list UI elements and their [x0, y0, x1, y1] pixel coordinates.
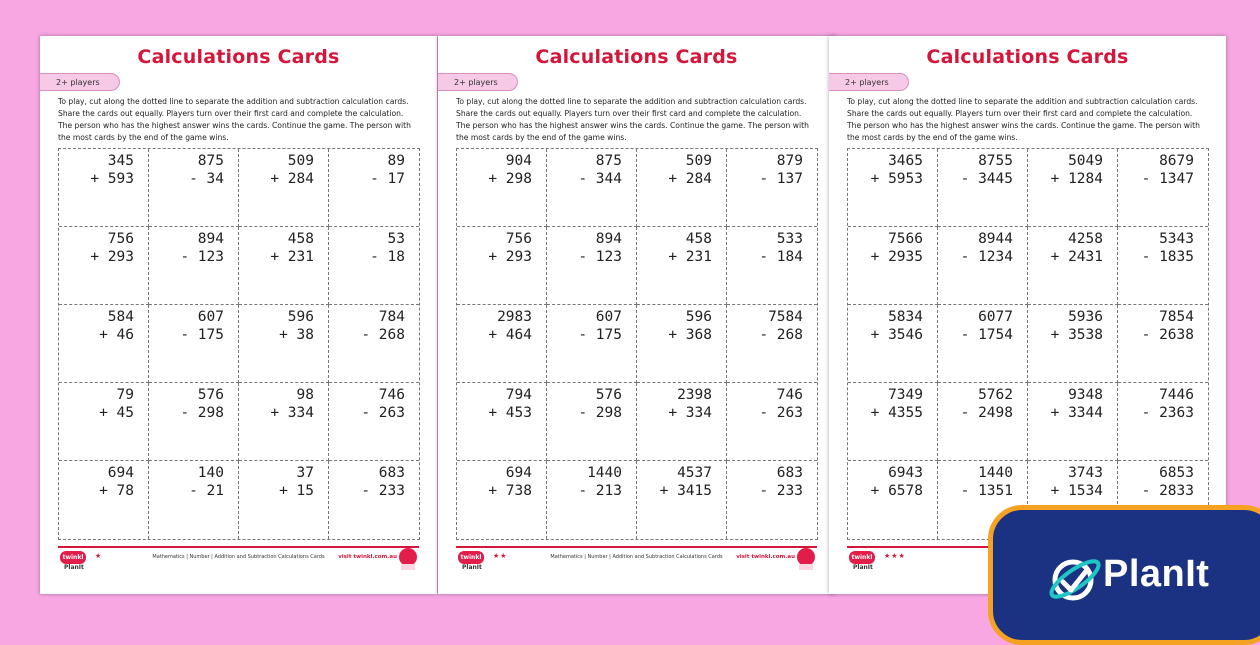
- calculation-card: [59, 461, 149, 539]
- card-top-number: 7349: [888, 387, 923, 403]
- card-operation: - 233: [759, 483, 803, 499]
- card-top-number: 79: [116, 387, 134, 403]
- twinkl-logo-sub: PlanIt: [64, 564, 84, 571]
- card-top-number: 53: [387, 231, 405, 247]
- card-top-number: 37: [296, 465, 314, 481]
- card-top-number: 458: [287, 231, 314, 247]
- card-operation: + 293: [488, 249, 532, 265]
- calculation-card: [938, 305, 1028, 383]
- worksheet-title: Calculations Cards: [137, 46, 340, 68]
- calculation-card: [1028, 149, 1118, 227]
- card-operation: + 5953: [870, 171, 923, 187]
- worksheet-1: [40, 36, 437, 594]
- card-operation: + 453: [488, 405, 532, 421]
- worksheet-title: Calculations Cards: [535, 46, 738, 68]
- calculation-card: [457, 227, 547, 305]
- card-top-number: 7854: [1159, 309, 1194, 325]
- planit-badge-text: PlanIt: [1103, 553, 1210, 595]
- calculation-card: [637, 149, 727, 227]
- card-operation: + 293: [90, 249, 134, 265]
- calculation-card: [727, 383, 817, 461]
- card-top-number: 4258: [1068, 231, 1103, 247]
- players-tag: 2+ players: [829, 73, 909, 91]
- calculation-card: [727, 461, 817, 539]
- calculation-card: [938, 227, 1028, 305]
- calculation-card: [239, 227, 329, 305]
- footer-url[interactable]: visit twinkl.com.au: [338, 554, 397, 560]
- card-top-number: 89: [387, 153, 405, 169]
- instructions: To play, cut along the dotted line to separate the addition and subtraction calculation cards. Share the cards out equally. Players turn over their first card and complete the calculation. The person who has the highest answer wins the cards. Continue the game. The person with the most cards by the end of the game wins.: [456, 97, 809, 142]
- card-top-number: 875: [197, 153, 224, 169]
- calculation-card: [547, 149, 637, 227]
- footer-url[interactable]: visit twinkl.com.au: [736, 554, 795, 560]
- card-top-number: 7446: [1159, 387, 1194, 403]
- card-top-number: 2398: [677, 387, 712, 403]
- card-top-number: 9348: [1068, 387, 1103, 403]
- calculation-card: [457, 461, 547, 539]
- calculation-card: [457, 149, 547, 227]
- card-operation: - 21: [189, 483, 224, 499]
- twinkl-logo-text: twinkl: [60, 551, 86, 564]
- twinkl-logo-sub: PlanIt: [462, 564, 482, 571]
- twinkl-logo-text: twinkl: [458, 551, 484, 564]
- calculation-card: [329, 305, 419, 383]
- card-operation: + 45: [99, 405, 134, 421]
- card-top-number: 3465: [888, 153, 923, 169]
- card-top-number: 683: [776, 465, 803, 481]
- card-top-number: 607: [595, 309, 622, 325]
- difficulty-stars: ★★★: [884, 552, 906, 560]
- calculation-card: [848, 227, 938, 305]
- calculation-card: [149, 149, 239, 227]
- card-operation: + 1284: [1050, 171, 1103, 187]
- card-top-number: 746: [776, 387, 803, 403]
- calculation-card: [547, 305, 637, 383]
- card-top-number: 756: [505, 231, 532, 247]
- card-operation: - 213: [578, 483, 622, 499]
- card-top-number: 596: [287, 309, 314, 325]
- card-top-number: 784: [378, 309, 405, 325]
- card-top-number: 794: [505, 387, 532, 403]
- calculation-card: [239, 461, 329, 539]
- calculation-card: [938, 383, 1028, 461]
- card-top-number: 345: [107, 153, 134, 169]
- card-top-number: 3743: [1068, 465, 1103, 481]
- card-operation: - 298: [180, 405, 224, 421]
- card-top-number: 756: [107, 231, 134, 247]
- card-top-number: 509: [287, 153, 314, 169]
- calculation-card: [329, 149, 419, 227]
- card-top-number: 533: [776, 231, 803, 247]
- calculation-card: [1028, 227, 1118, 305]
- instructions: To play, cut along the dotted line to separate the addition and subtraction calculation cards. Share the cards out equally. Players turn over their first card and complete the calculation. The person who has the highest answer wins the cards. Continue the game. The person with the most cards by the end of the game wins.: [847, 97, 1200, 142]
- calculation-card: [149, 461, 239, 539]
- card-top-number: 5762: [978, 387, 1013, 403]
- cards-grid: [456, 148, 818, 540]
- card-operation: + 284: [270, 171, 314, 187]
- card-top-number: 694: [505, 465, 532, 481]
- card-operation: - 298: [578, 405, 622, 421]
- cards-grid: [58, 148, 420, 540]
- card-top-number: 576: [595, 387, 622, 403]
- card-operation: - 123: [180, 249, 224, 265]
- calculation-card: [637, 461, 727, 539]
- quality-badge-icon: [399, 548, 417, 570]
- card-operation: - 17: [370, 171, 405, 187]
- card-operation: - 2638: [1141, 327, 1194, 343]
- card-operation: + 1534: [1050, 483, 1103, 499]
- card-operation: + 3546: [870, 327, 923, 343]
- card-top-number: 4537: [677, 465, 712, 481]
- card-operation: - 1347: [1141, 171, 1194, 187]
- card-top-number: 607: [197, 309, 224, 325]
- card-top-number: 1440: [978, 465, 1013, 481]
- calculation-card: [1118, 227, 1208, 305]
- card-operation: + 231: [270, 249, 314, 265]
- calculation-card: [848, 305, 938, 383]
- quality-badge-icon: [797, 548, 815, 570]
- twinkl-logo-text: twinkl: [849, 551, 875, 564]
- card-top-number: 458: [685, 231, 712, 247]
- calculation-card: [59, 149, 149, 227]
- card-operation: + 3415: [659, 483, 712, 499]
- players-tag: 2+ players: [438, 73, 518, 91]
- card-top-number: 98: [296, 387, 314, 403]
- card-top-number: 7584: [768, 309, 803, 325]
- card-top-number: 140: [197, 465, 224, 481]
- card-top-number: 8755: [978, 153, 1013, 169]
- card-top-number: 596: [685, 309, 712, 325]
- card-top-number: 875: [595, 153, 622, 169]
- card-operation: - 34: [189, 171, 224, 187]
- card-operation: + 464: [488, 327, 532, 343]
- card-operation: - 1234: [960, 249, 1013, 265]
- calculation-card: [1028, 383, 1118, 461]
- card-operation: - 268: [759, 327, 803, 343]
- card-top-number: 6943: [888, 465, 923, 481]
- card-top-number: 509: [685, 153, 712, 169]
- card-top-number: 7566: [888, 231, 923, 247]
- card-operation: + 368: [668, 327, 712, 343]
- card-operation: + 38: [279, 327, 314, 343]
- calculation-card: [848, 149, 938, 227]
- card-operation: - 3445: [960, 171, 1013, 187]
- card-operation: - 2363: [1141, 405, 1194, 421]
- calculation-card: [637, 227, 727, 305]
- card-operation: + 6578: [870, 483, 923, 499]
- card-operation: - 2498: [960, 405, 1013, 421]
- footer-divider: [456, 546, 817, 548]
- calculation-card: [59, 383, 149, 461]
- instructions: To play, cut along the dotted line to separate the addition and subtraction calculation cards. Share the cards out equally. Players turn over their first card and complete the calculation. The person who has the highest answer wins the cards. Continue the game. The person with the most cards by the end of the game wins.: [58, 97, 411, 142]
- card-operation: + 78: [99, 483, 134, 499]
- card-top-number: 694: [107, 465, 134, 481]
- card-top-number: 894: [197, 231, 224, 247]
- calculation-card: [329, 461, 419, 539]
- card-operation: + 231: [668, 249, 712, 265]
- card-operation: - 263: [361, 405, 405, 421]
- calculation-card: [149, 383, 239, 461]
- card-top-number: 584: [107, 309, 134, 325]
- card-top-number: 8679: [1159, 153, 1194, 169]
- card-operation: + 4355: [870, 405, 923, 421]
- card-operation: - 18: [370, 249, 405, 265]
- card-top-number: 2983: [497, 309, 532, 325]
- card-top-number: 6853: [1159, 465, 1194, 481]
- card-operation: + 46: [99, 327, 134, 343]
- card-top-number: 6077: [978, 309, 1013, 325]
- card-top-number: 746: [378, 387, 405, 403]
- card-operation: - 137: [759, 171, 803, 187]
- card-operation: + 15: [279, 483, 314, 499]
- difficulty-stars: ★: [95, 552, 103, 560]
- planit-logo-icon: [1045, 552, 1105, 606]
- cards-grid: [847, 148, 1209, 540]
- card-operation: + 2935: [870, 249, 923, 265]
- calculation-card: [848, 461, 938, 539]
- card-top-number: 5834: [888, 309, 923, 325]
- card-operation: - 344: [578, 171, 622, 187]
- calculation-card: [149, 227, 239, 305]
- card-operation: - 123: [578, 249, 622, 265]
- calculation-card: [637, 383, 727, 461]
- card-operation: + 3538: [1050, 327, 1103, 343]
- card-top-number: 8944: [978, 231, 1013, 247]
- card-top-number: 879: [776, 153, 803, 169]
- calculation-card: [149, 305, 239, 383]
- players-tag: 2+ players: [40, 73, 120, 91]
- planit-badge: [988, 505, 1260, 645]
- card-top-number: 576: [197, 387, 224, 403]
- calculation-card: [1118, 383, 1208, 461]
- calculation-card: [239, 305, 329, 383]
- card-operation: - 233: [361, 483, 405, 499]
- card-top-number: 5343: [1159, 231, 1194, 247]
- calculation-card: [329, 227, 419, 305]
- calculation-card: [727, 305, 817, 383]
- calculation-card: [239, 149, 329, 227]
- calculation-card: [239, 383, 329, 461]
- card-operation: - 1351: [960, 483, 1013, 499]
- card-operation: + 298: [488, 171, 532, 187]
- card-operation: - 2833: [1141, 483, 1194, 499]
- calculation-card: [59, 227, 149, 305]
- card-top-number: 1440: [587, 465, 622, 481]
- calculation-card: [848, 383, 938, 461]
- calculation-card: [457, 383, 547, 461]
- worksheet-2: [438, 36, 835, 594]
- card-operation: - 175: [578, 327, 622, 343]
- card-top-number: 904: [505, 153, 532, 169]
- calculation-card: [727, 227, 817, 305]
- card-operation: - 268: [361, 327, 405, 343]
- footer-subject: Mathematics | Number | Addition and Subtraction Calculations Cards: [152, 554, 325, 560]
- card-operation: + 2431: [1050, 249, 1103, 265]
- footer-subject: Mathematics | Number | Addition and Subtraction Calculations Cards: [550, 554, 723, 560]
- difficulty-stars: ★★: [493, 552, 508, 560]
- calculation-card: [547, 461, 637, 539]
- calculation-card: [727, 149, 817, 227]
- card-operation: + 284: [668, 171, 712, 187]
- card-operation: - 175: [180, 327, 224, 343]
- card-operation: + 334: [668, 405, 712, 421]
- calculation-card: [547, 227, 637, 305]
- card-top-number: 894: [595, 231, 622, 247]
- card-operation: - 1835: [1141, 249, 1194, 265]
- card-top-number: 5936: [1068, 309, 1103, 325]
- calculation-card: [1118, 305, 1208, 383]
- card-top-number: 683: [378, 465, 405, 481]
- card-operation: + 334: [270, 405, 314, 421]
- card-operation: - 263: [759, 405, 803, 421]
- card-operation: + 593: [90, 171, 134, 187]
- calculation-card: [59, 305, 149, 383]
- card-operation: + 738: [488, 483, 532, 499]
- worksheet-title: Calculations Cards: [926, 46, 1129, 68]
- calculation-card: [457, 305, 547, 383]
- calculation-card: [637, 305, 727, 383]
- card-operation: + 3344: [1050, 405, 1103, 421]
- twinkl-logo-sub: PlanIt: [853, 564, 873, 571]
- calculation-card: [1118, 149, 1208, 227]
- card-top-number: 5049: [1068, 153, 1103, 169]
- calculation-card: [1028, 305, 1118, 383]
- card-operation: - 184: [759, 249, 803, 265]
- calculation-card: [938, 149, 1028, 227]
- card-operation: - 1754: [960, 327, 1013, 343]
- calculation-card: [547, 383, 637, 461]
- calculation-card: [329, 383, 419, 461]
- footer-divider: [58, 546, 419, 548]
